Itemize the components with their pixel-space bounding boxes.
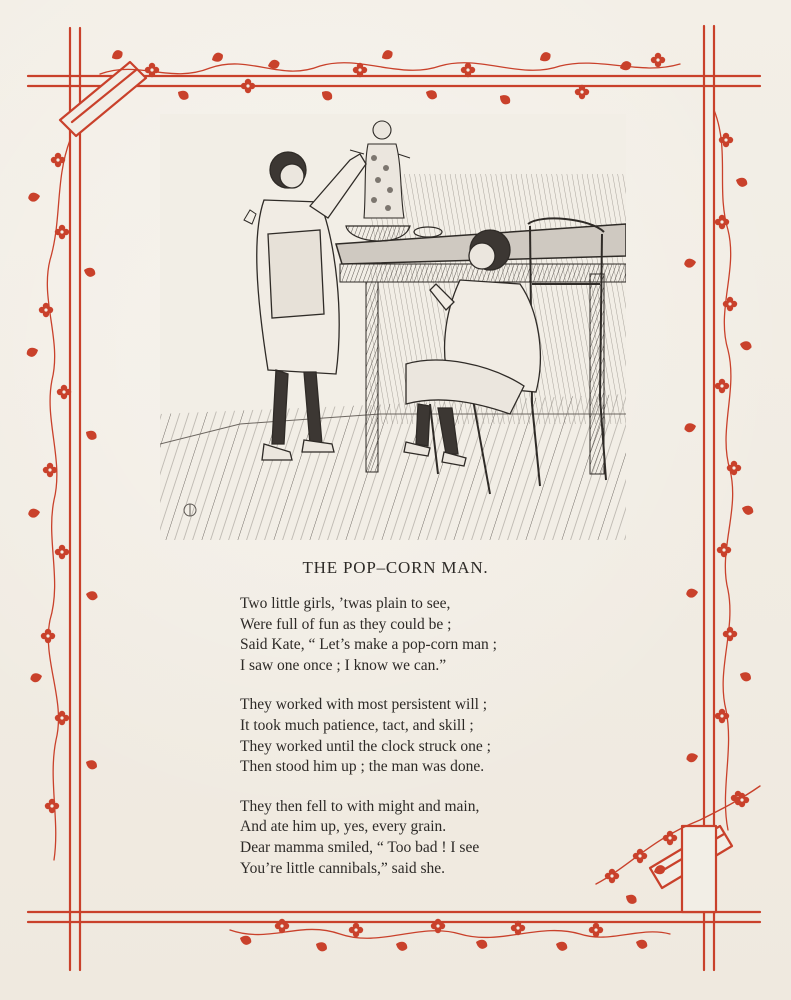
- poem-line: It took much patience, tact, and skill ;: [240, 716, 474, 734]
- poem-title: THE POP–CORN MAN.: [302, 558, 489, 577]
- poem-stanza: [240, 797, 580, 879]
- poem-stanza: [240, 695, 580, 777]
- poem-line: I saw one once ; I know we can.”: [240, 656, 447, 674]
- poem-line: Were full of fun as they could be ;: [240, 615, 452, 633]
- poem-line: And ate him up, yes, every grain.: [240, 818, 447, 836]
- poem-line: Said Kate, “ Let’s make a pop-corn man ;: [240, 636, 497, 654]
- poem-line: Two little girls, ’twas plain to see,: [240, 595, 451, 612]
- poem-line: They worked with most persistent will ;: [240, 696, 488, 714]
- poem-line: Then stood him up ; the man was done.: [240, 758, 485, 776]
- poem-line: They then fell to with might and main,: [240, 797, 480, 815]
- poem-line: Dear mamma smiled, “ Too bad ! I see: [240, 838, 480, 856]
- poem-body: [240, 594, 580, 898]
- poem-stanza: [240, 594, 580, 676]
- engraving-illustration: [160, 114, 626, 540]
- poem-line: They worked until the clock struck one ;: [240, 737, 491, 755]
- poem-line: You’re little cannibals,” said she.: [240, 859, 446, 877]
